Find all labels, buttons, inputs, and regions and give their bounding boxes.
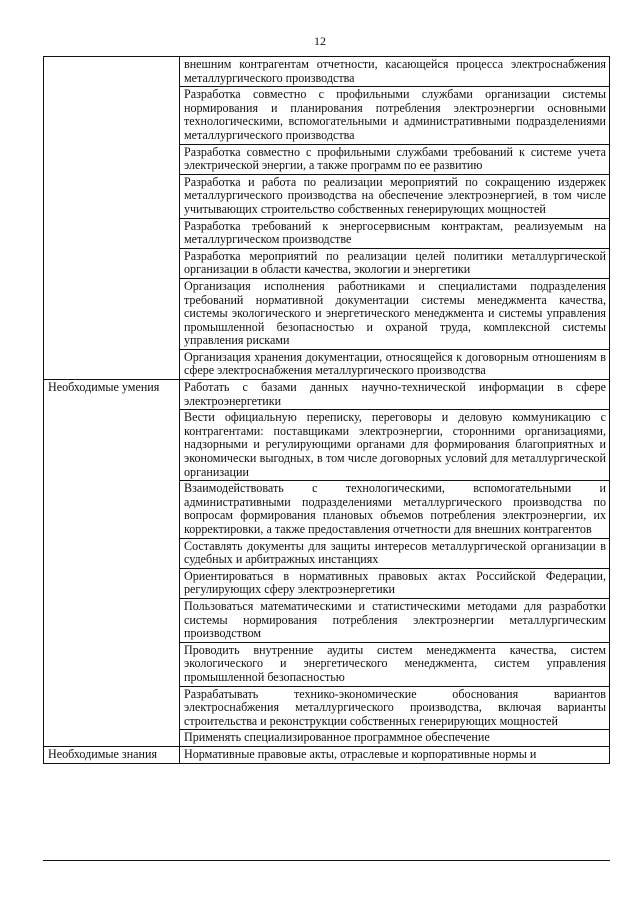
table-row	[44, 380, 610, 410]
skill-item: Применять специализированное программное обеспечение	[180, 730, 610, 747]
table-row	[44, 57, 610, 87]
knowledge-label: Необходимые знания	[44, 746, 180, 763]
skill-item: Составлять документы для защиты интересов металлургической организации в судебных и арбитражных инстанциях	[180, 538, 610, 568]
page-bottom-rule	[43, 860, 610, 861]
skill-item: Работать с базами данных научно-технической информации в сфере электроэнергетики	[180, 380, 610, 410]
skills-label: Необходимые умения	[44, 380, 180, 747]
skill-item: Пользоваться математическими и статистическими методами для разработки системы нормирования потребления электроэнергии металлургическим производством	[180, 598, 610, 642]
action-item: Разработка требований к энергосервисным контрактам, реализуемым на металлургическом производстве	[180, 218, 610, 248]
action-item: внешним контрагентам отчетности, касающейся процесса электроснабжения металлургического производства	[180, 57, 610, 87]
action-item: Разработка и работа по реализации мероприятий по сокращению издержек металлургического производства на обеспечение электроэнергией, в том числе учитывающих строительство собственных генерирующих мощностей	[180, 174, 610, 218]
skill-item: Разрабатывать технико-экономические обоснования вариантов электроснабжения металлургического производства, включая варианты строительства и реконструкции собственных генерирующих мощностей	[180, 686, 610, 730]
action-item: Разработка мероприятий по реализации целей политики металлургической организации в области качества, экологии и энергетики	[180, 248, 610, 278]
knowledge-item: Нормативные правовые акты, отраслевые и корпоративные нормы и	[180, 746, 610, 763]
skill-item: Вести официальную переписку, переговоры и деловую коммуникацию с контрагентами: поставщиками электроэнергии, сторонними организациями, надзорными и регулирующими органами для формирования благоприятных и экономически выгодных, в том числе договорных условий для металлургической организации	[180, 410, 610, 481]
skill-item: Взаимодействовать с технологическими, вспомогательными и административными подразделениями металлургического производства по вопросам формирования плановых объемов потребления электроэнергии, их корректировки, а также предоставления отчетности для внешних контрагентов	[180, 481, 610, 538]
skill-item: Ориентироваться в нормативных правовых актах Российской Федерации, регулирующих сферу электроэнергетики	[180, 568, 610, 598]
action-item: Организация хранения документации, относящейся к договорным отношениям в сфере электроснабжения металлургического производства	[180, 349, 610, 379]
action-item: Разработка совместно с профильными службами требований к системе учета электрической энергии, а также программ по ее развитию	[180, 144, 610, 174]
skill-item: Проводить внутренние аудиты систем менеджмента качества, систем экологического и энергетического менеджмента, систем управления промышленной безопасностью	[180, 642, 610, 686]
label-cell-empty	[44, 57, 180, 380]
page-number: 12	[314, 34, 326, 48]
action-item: Организация исполнения работниками и специалистами подразделения требований нормативной документации системы менеджмента качества, системы экологического и энергетического менеджмента и системы управления промышленной безопасностью и охраной труда, комплексной системы управления рисками	[180, 278, 610, 349]
action-item: Разработка совместно с профильными службами организации системы нормирования и планирования потребления электроэнергии основными технологическими, вспомогательными и административными подразделениями металлургического производства	[180, 87, 610, 144]
competency-table	[43, 56, 610, 764]
table-row	[44, 746, 610, 763]
